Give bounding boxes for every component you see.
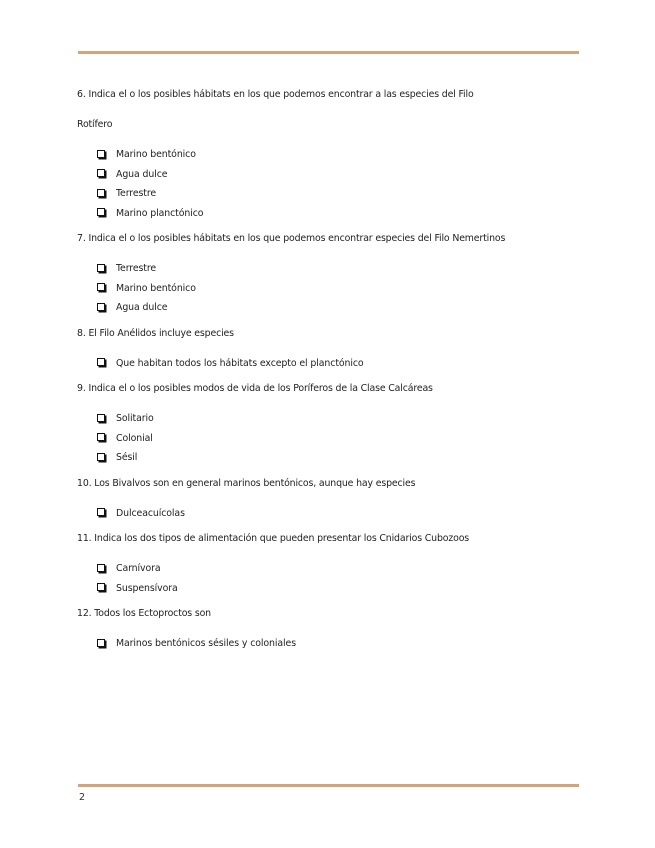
document-body xyxy=(77,86,582,661)
checkbox-bullet-icon xyxy=(97,358,105,366)
checkbox-bullet-icon xyxy=(97,208,105,216)
option-label: Suspensívora xyxy=(116,582,178,594)
question-8: 8. El Filo Anélidos incluye especies xyxy=(77,327,234,339)
option-label: Sésil xyxy=(116,452,138,464)
option-label: Marinos bentónicos sésiles y coloniales xyxy=(116,638,296,650)
checkbox-bullet-icon xyxy=(97,283,105,291)
option-item xyxy=(97,429,582,449)
question-9-options xyxy=(77,398,582,475)
question-10: 10. Los Bivalvos son en general marinos bentónicos, aunque hay especies xyxy=(77,477,416,489)
question-8-options xyxy=(77,343,582,381)
option-label: Carnívora xyxy=(116,563,161,575)
checkbox-bullet-icon xyxy=(97,433,105,441)
option-label: Marino bentónico xyxy=(116,149,196,161)
option-item xyxy=(97,259,582,279)
option-label: Agua dulce xyxy=(116,302,168,314)
option-label: Terrestre xyxy=(116,188,157,200)
checkbox-bullet-icon xyxy=(97,303,105,311)
header-rule xyxy=(78,51,579,54)
option-item xyxy=(97,579,582,599)
option-item xyxy=(97,165,582,185)
question-12: 12. Todos los Ectoproctos son xyxy=(77,608,211,619)
option-item xyxy=(97,504,582,524)
option-item xyxy=(97,409,582,429)
option-label: Solitario xyxy=(116,413,154,425)
option-label: Marino bentónico xyxy=(116,282,196,294)
option-item xyxy=(97,279,582,299)
footer-rule xyxy=(78,784,579,787)
question-11-options xyxy=(77,548,582,605)
checkbox-bullet-icon xyxy=(97,583,105,591)
checkbox-bullet-icon xyxy=(97,150,105,158)
option-item xyxy=(97,559,582,579)
option-label: Terrestre xyxy=(116,263,157,275)
checkbox-bullet-icon xyxy=(97,453,105,461)
question-12-options xyxy=(77,623,582,661)
option-label: Marino planctónico xyxy=(116,207,204,219)
option-item xyxy=(97,145,582,165)
checkbox-bullet-icon xyxy=(97,264,105,272)
question-6-continuation: Rotífero xyxy=(77,119,113,130)
question-9: 9. Indica el o los posibles modos de vida de los Poríferos de la Clase Calcáreas xyxy=(77,383,433,394)
option-label: Colonial xyxy=(116,432,153,444)
question-10-options xyxy=(77,493,582,531)
option-label: Dulceacuícolas xyxy=(116,507,185,519)
option-item xyxy=(97,634,582,654)
page-number: 2 xyxy=(79,792,86,803)
checkbox-bullet-icon xyxy=(97,639,105,647)
option-item xyxy=(97,298,582,318)
question-6: 6. Indica el o los posibles hábitats en los que podemos encontrar a las especies del Filo xyxy=(77,89,474,100)
option-label: Agua dulce xyxy=(116,168,168,180)
option-item xyxy=(97,204,582,224)
checkbox-bullet-icon xyxy=(97,189,105,197)
option-item xyxy=(97,354,582,374)
question-7-options xyxy=(77,248,582,325)
option-item xyxy=(97,184,582,204)
option-item xyxy=(97,448,582,468)
checkbox-bullet-icon xyxy=(97,564,105,572)
question-6-options xyxy=(77,134,582,230)
checkbox-bullet-icon xyxy=(97,414,105,422)
question-11: 11. Indica los dos tipos de alimentación que pueden presentar los Cnidarios Cubozoos xyxy=(77,533,470,544)
checkbox-bullet-icon xyxy=(97,169,105,177)
question-7: 7. Indica el o los posibles hábitats en los que podemos encontrar especies del Filo Nemertinos xyxy=(77,233,506,244)
option-label: Que habitan todos los hábitats excepto el planctónico xyxy=(116,357,364,369)
checkbox-bullet-icon xyxy=(97,508,105,516)
